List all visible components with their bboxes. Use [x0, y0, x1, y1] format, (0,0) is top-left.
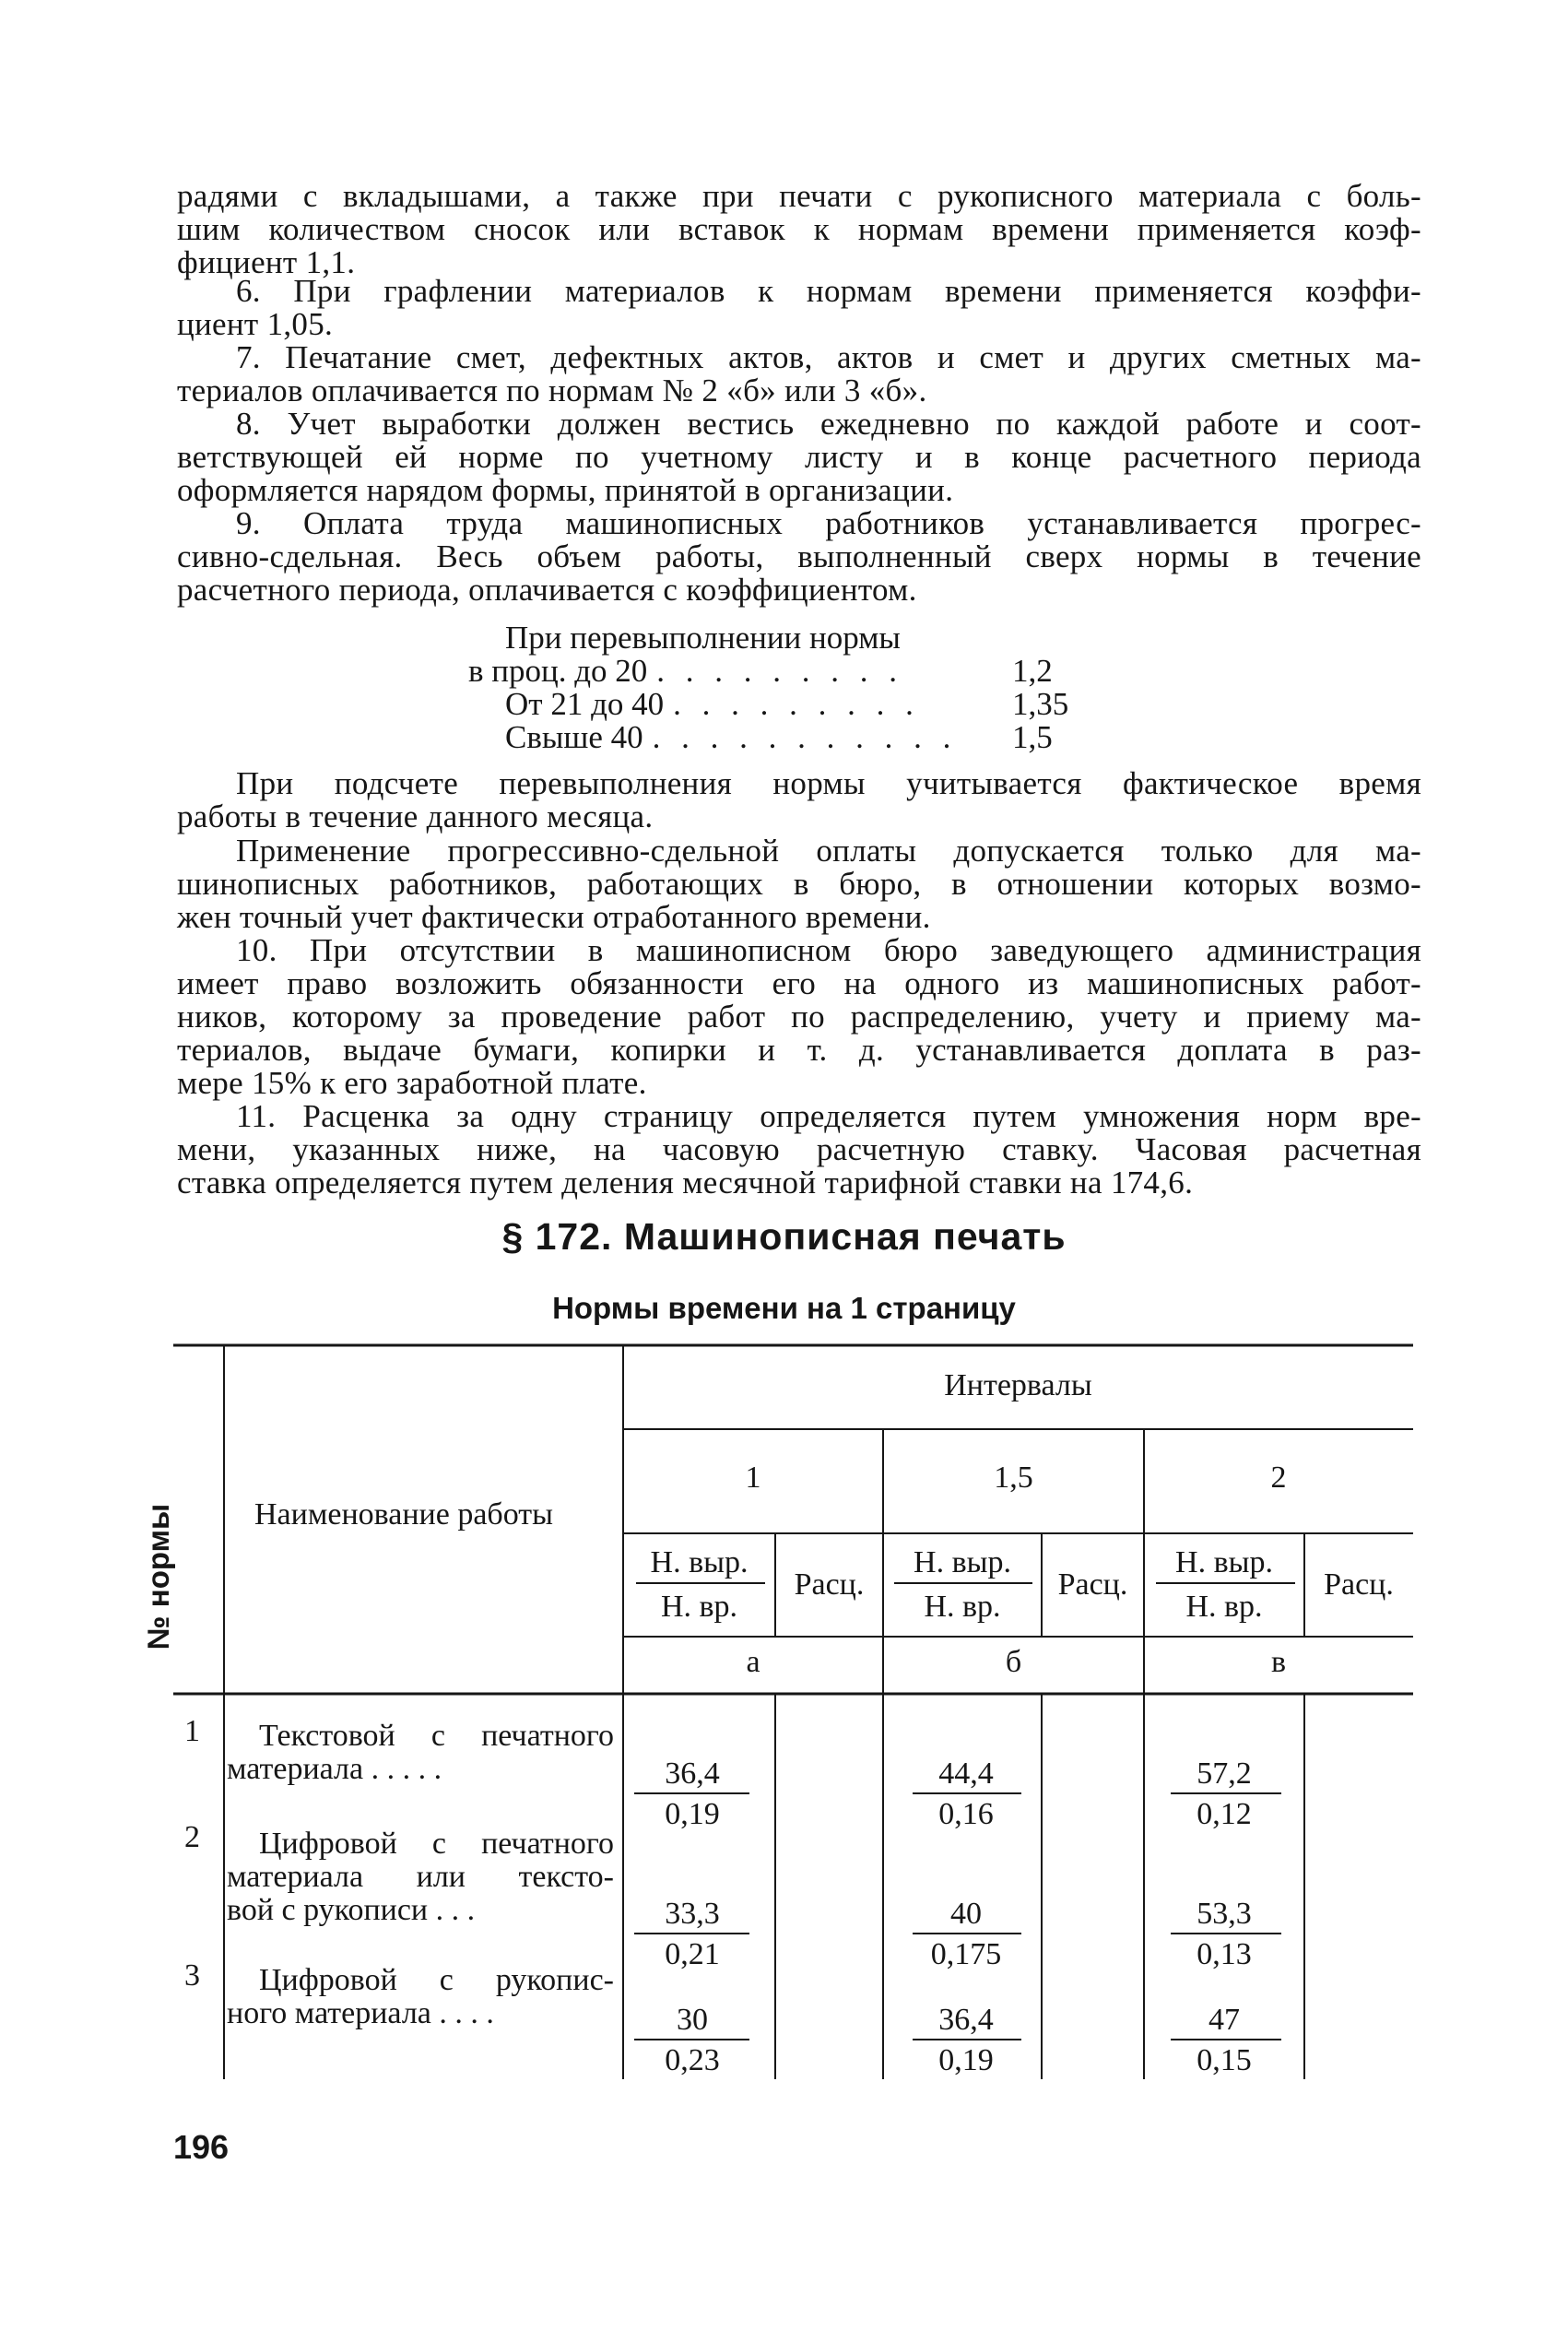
text-line: оформляется нарядом формы, принятой в организации.	[177, 472, 954, 508]
paragraph-overfulfillment	[177, 767, 1421, 834]
text-line: сивно-сдельная. Весь объем работы, выполненный сверх нормы в течение	[177, 538, 1421, 574]
subheader-time-norm: Н. вр.	[924, 1590, 1001, 1624]
leader-dots: . . . . . . . . .	[673, 688, 920, 721]
time-norm-value: 0,15	[1197, 2043, 1252, 2077]
text-line: Применение прогрессивно-сдельной оплаты допускается только для ма-	[236, 833, 1421, 869]
work-name-line: ного материала . . . .	[227, 1996, 494, 2030]
text-line: имеет право возложить обязанности его на одного из машинописных работ-	[177, 965, 1421, 1001]
output-norm-value: 40	[950, 1897, 982, 1931]
work-name	[227, 1964, 614, 2030]
text-line: териалов, выдаче бумаги, копирки и т. д. устанавливается доплата в раз-	[177, 1032, 1421, 1068]
leader-dots: . . . . . . . . .	[656, 655, 904, 688]
paragraph-10	[177, 934, 1421, 1100]
text-line: радями с вкладышами, а также при печати с рукописного материала с боль-	[177, 178, 1421, 214]
time-norm-value: 0,16	[938, 1797, 994, 1831]
text-line: ников, которому за проведение работ по распределению, учету и приему ма-	[177, 999, 1421, 1035]
text-line: При подсчете перевыполнения нормы учитывается фактическое время	[236, 765, 1421, 801]
paragraph-11	[177, 1100, 1421, 1200]
output-norm-value: 36,4	[938, 2003, 994, 2037]
paragraph-7	[177, 341, 1421, 408]
output-norm-value: 47	[1208, 2003, 1240, 2037]
table-title: Нормы времени на 1 страницу	[552, 1291, 1016, 1325]
coefficient-header	[468, 621, 1095, 655]
time-norm-value: 0,13	[1197, 1937, 1252, 1971]
output-norm-value: 44,4	[938, 1756, 994, 1791]
text-line: фициент 1,1.	[177, 244, 356, 280]
output-norm-value: 53,3	[1197, 1897, 1252, 1931]
text-line: 10. При отсутствии в машинописном бюро заведующего администрация	[236, 932, 1421, 968]
time-norm-value: 0,175	[930, 1937, 1002, 1971]
work-name-line: Цифровой с рукопис-	[259, 1963, 614, 1997]
text-line: 9. Оплата труда машинописных работников устанавливается прогрес-	[236, 505, 1421, 541]
output-norm-value: 36,4	[665, 1756, 720, 1791]
subheader-time-norm: Н. вр.	[660, 1590, 738, 1624]
work-name	[227, 1720, 614, 1786]
text-line: расчетного периода, оплачивается с коэффициентом.	[177, 572, 917, 608]
coefficient-label: Свыше 40	[505, 719, 643, 755]
text-line: 7. Печатание смет, дефектных актов, актов и смет и других сметных ма-	[236, 339, 1421, 375]
interval-label: 2	[1270, 1461, 1287, 1495]
text-line: ветствующей ей норме по учетному листу и в конце расчетного периода	[177, 439, 1421, 475]
time-norm-value: 0,12	[1197, 1797, 1252, 1831]
column-letter: б	[1005, 1645, 1022, 1679]
subheader-output-norm: Н. выр.	[1175, 1545, 1273, 1579]
text-line: шинописных работников, работающих в бюро, в отношении которых возмо-	[177, 866, 1421, 902]
work-name-line: материала . . . . .	[227, 1752, 442, 1786]
coefficient-row	[468, 655, 1095, 688]
text-line: ставка определяется путем деления месячной тарифной ставки на 174,6.	[177, 1165, 1194, 1200]
coefficient-list	[468, 621, 1095, 754]
subheader-rate: Расц.	[1057, 1567, 1128, 1602]
paragraph-piecework	[177, 834, 1421, 934]
interval-label: 1	[745, 1461, 761, 1495]
coefficient-value: 1,5	[1012, 719, 1053, 755]
subheader-rate: Расц.	[1324, 1567, 1394, 1602]
subheader-rate: Расц.	[794, 1567, 865, 1602]
coefficient-label: в проц. до 20	[468, 653, 648, 689]
row-number: 1	[184, 1714, 200, 1748]
page-number: 196	[173, 2128, 230, 2166]
coefficient-row	[468, 721, 1095, 754]
coefficient-row	[468, 688, 1095, 721]
output-norm-value: 30	[677, 2003, 708, 2037]
header-norm-number: № нормы	[141, 1503, 175, 1650]
time-norm-value: 0,21	[665, 1937, 720, 1971]
leader-dots: . . . . . . . . . . .	[652, 721, 958, 754]
header-intervals: Интервалы	[944, 1368, 1092, 1402]
header-work-name: Наименование работы	[254, 1497, 553, 1532]
paragraph-6	[177, 275, 1421, 341]
time-norm-value: 0,19	[665, 1797, 720, 1831]
time-norm-value: 0,19	[938, 2043, 994, 2077]
coefficient-value: 1,35	[1012, 686, 1069, 722]
output-norm-value: 57,2	[1197, 1756, 1252, 1791]
row-number: 2	[184, 1820, 200, 1854]
section-title: § 172. Машинописная печать	[501, 1215, 1067, 1258]
work-name-line: вой с рукописи . . .	[227, 1893, 476, 1927]
text-line: мени, указанных ниже, на часовую расчетную ставку. Часовая расчетная	[177, 1131, 1421, 1167]
coefficient-header-text: При перевыполнении нормы	[505, 620, 901, 656]
paragraph-9	[177, 507, 1421, 607]
time-norm-value: 0,23	[665, 2043, 720, 2077]
text-line: териалов оплачивается по нормам № 2 «б» или 3 «б».	[177, 373, 927, 408]
text-line: 8. Учет выработки должен вестись ежедневно по каждой работе и соот-	[236, 406, 1421, 442]
paragraph-5-continued	[177, 180, 1421, 279]
work-name-line: материала или тексто-	[227, 1860, 614, 1894]
text-line: шим количеством сносок или вставок к нормам времени применяется коэф-	[177, 211, 1421, 247]
column-letter: в	[1270, 1645, 1287, 1679]
text-line: мере 15% к его заработной плате.	[177, 1065, 647, 1101]
text-line: 11. Расценка за одну страницу определяется путем умножения норм вре-	[236, 1098, 1421, 1134]
column-letter: а	[746, 1645, 760, 1679]
text-line: 6. При графлении материалов к нормам времени применяется коэффи-	[236, 273, 1421, 309]
coefficient-value: 1,2	[1012, 653, 1053, 689]
subheader-output-norm: Н. выр.	[914, 1545, 1011, 1579]
text-line: работы в течение данного месяца.	[177, 798, 654, 834]
subheader-output-norm: Н. выр.	[650, 1545, 749, 1579]
row-number: 3	[184, 1958, 200, 1993]
text-line: циент 1,05.	[177, 306, 334, 342]
work-name-line: Текстовой с печатного	[259, 1719, 614, 1753]
work-name-line: Цифровой с печатного	[259, 1827, 614, 1861]
interval-label: 1,5	[994, 1461, 1033, 1495]
work-name	[227, 1827, 614, 1927]
coefficient-label: От 21 до 40	[505, 686, 665, 722]
text-line: жен точный учет фактически отработанного времени.	[177, 899, 931, 935]
subheader-time-norm: Н. вр.	[1185, 1590, 1263, 1624]
paragraph-8	[177, 408, 1421, 507]
output-norm-value: 33,3	[665, 1897, 720, 1931]
norms-table	[173, 1342, 1413, 2098]
